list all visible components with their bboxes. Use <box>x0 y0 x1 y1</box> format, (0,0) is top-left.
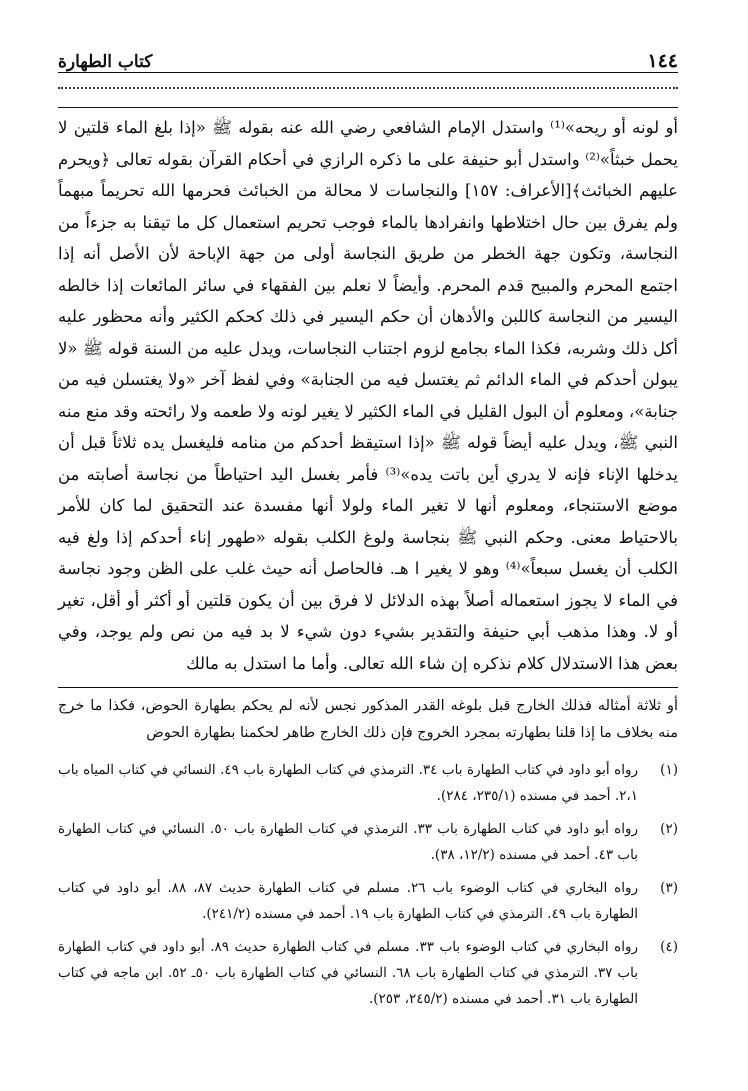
footnote-2 <box>58 816 678 868</box>
dotted-separator <box>58 85 678 89</box>
footnote-marker: (٣) <box>660 880 678 896</box>
footnote-text: رواه البخاري في كتاب الوضوء باب ٢٦. مسلم في كتاب الطهارة حديث ٨٧، ٨٨. أبو داود في كتاب الطهارة باب ٤٩. الترمذي في كتاب الطهارة باب ١٩. أحمد في مسنده (٢٤١/٢). <box>58 880 638 922</box>
top-rule <box>58 107 678 108</box>
page-number: ١٤٤ <box>647 50 678 72</box>
footnote-1 <box>58 757 678 809</box>
running-header <box>58 44 678 73</box>
footnote-separator <box>58 687 678 688</box>
footnote-4 <box>58 934 678 1012</box>
footnote-text: رواه أبو داود في كتاب الطهارة باب ٣٣. الترمذي في كتاب الطهارة باب ٥٠. النسائي في كتاب الطهارة باب ٤٣. أحمد في مسنده (١٢/٢، ٣٨). <box>58 821 638 863</box>
chapter-title: كتاب الطهارة <box>58 52 153 72</box>
footnote-3 <box>58 875 678 927</box>
body-paragraph: أو لونه أو ريحه»⁽¹⁾ واستدل الإمام الشافعي رضي الله عنه بقوله ﷺ «إذا بلغ الماء قلتين لا يحمل خبثاً»⁽²⁾ واستدل أبو حنيفة على ما ذكره الرازي في أحكام القرآن بقوله تعالى ﴿ويحرم عليهم الخبائث﴾[الأعراف: ١٥٧] والنجاسات لا محالة من الخبائث فحرمها الله تحريماً مبهماً ولم يفرق بين حال اختلاطها وانفرادها بالماء فوجب تحريم استعمال كل ما تيقنا به جزءاً من النجاسة، وتكون جهة الخطر من طريق النجاسة أولى من جهة الإباحة لأن الأصل أنه إذا اجتمع المحرم والمبيح قدم المحرم. وأيضاً لا نعلم بين الفقهاء في سائر المائعات إذا خالطه اليسير من النجاسة كاللبن والأدهان أن حكم اليسير في ذلك كحكم الكثير وأنه محظور عليه أكل ذلك وشربه، فكذا الماء بجامع لزوم اجتناب النجاسات، ويدل عليه من السنة قوله ﷺ «لا يبولن أحدكم في الماء الدائم ثم يغتسل فيه من الجنابة» وفي لفظ آخر «ولا يغتسلن فيه من جنابة»، ومعلوم أن البول القليل في الماء الكثير لا يغير لونه ولا طعمه ولا رائحته وقد منع منه النبي ﷺ، ويدل عليه أيضاً قوله ﷺ «إذا استيقظ أحدكم من منامه فليغسل يده ثلاثاً قبل أن يدخلها الإناء فإنه لا يدري أين باتت يده»⁽³⁾ فأمر بغسل اليد احتياطاً من نجاسة أصابته من موضع الاستنجاء، ومعلوم أنها لا تغير الماء ولولا أنها مفسدة عند التحقيق لما كان للأمر بالاحتياط معنى. وحكم النبي ﷺ بنجاسة ولوغ الكلب بقوله «طهور إناء أحدكم إذا ولغ فيه الكلب أن يغسل سبعاً»⁽⁴⁾ وهو لا يغير ا هـ. فالحاصل أنه حيث غلب على الظن وجود نجاسة في الماء لا يجوز استعماله أصلاً بهذه الدلائل لا فرق بين أن يكون قلتين أو أكثر أو أقل، تغير أو لا. وهذا مذهب أبي حنيفة والتقدير بشيء دون شيء لا بد فيه من نص ولم يوجد، وفي بعض هذا الاستدلال كلام نذكره إن شاء الله تعالى. وأما ما استدل به مالك <box>58 118 679 673</box>
footnotes <box>58 757 678 1012</box>
footnote-text: رواه البخاري في كتاب الوضوء باب ٣٣. مسلم في كتاب الطهارة حديث ٨٩. أبو داود في كتاب الطهارة باب ٣٧. الترمذي في كتاب الطهارة باب ٦٨. النسائي في كتاب الطهارة باب ٥٠ـ ٥٢. ابن ماجه في كتاب الطهارة باب ٣١. أحمد في مسنده (٢٤٥/٢، ٢٥٣). <box>58 939 639 1007</box>
footnote-marker: (١) <box>660 762 678 778</box>
continued-commentary: أو ثلاثة أمثاله فذلك الخارج قبل بلوغه القدر المذكور نجس لأنه لم يحكم بطهارة الحوض، فكذا ما خرج منه بخلاف ما إذا قلنا بطهارته بمجرد الخروج فإن ذلك الخارج طاهر لحكمنا بطهارة الحوض <box>58 698 678 741</box>
main-text <box>58 112 678 679</box>
footnote-text: رواه أبو داود في كتاب الطهارة باب ٣٤. الترمذي في كتاب الطهارة باب ٤٩. النسائي في كتاب المياه باب ٢،١. أحمد في مسنده (٢٣٥/١، ٢٨٤). <box>58 762 638 804</box>
footnote-marker: (٢) <box>660 821 678 837</box>
footnote-marker: (٤) <box>660 939 678 955</box>
page <box>58 44 678 1019</box>
